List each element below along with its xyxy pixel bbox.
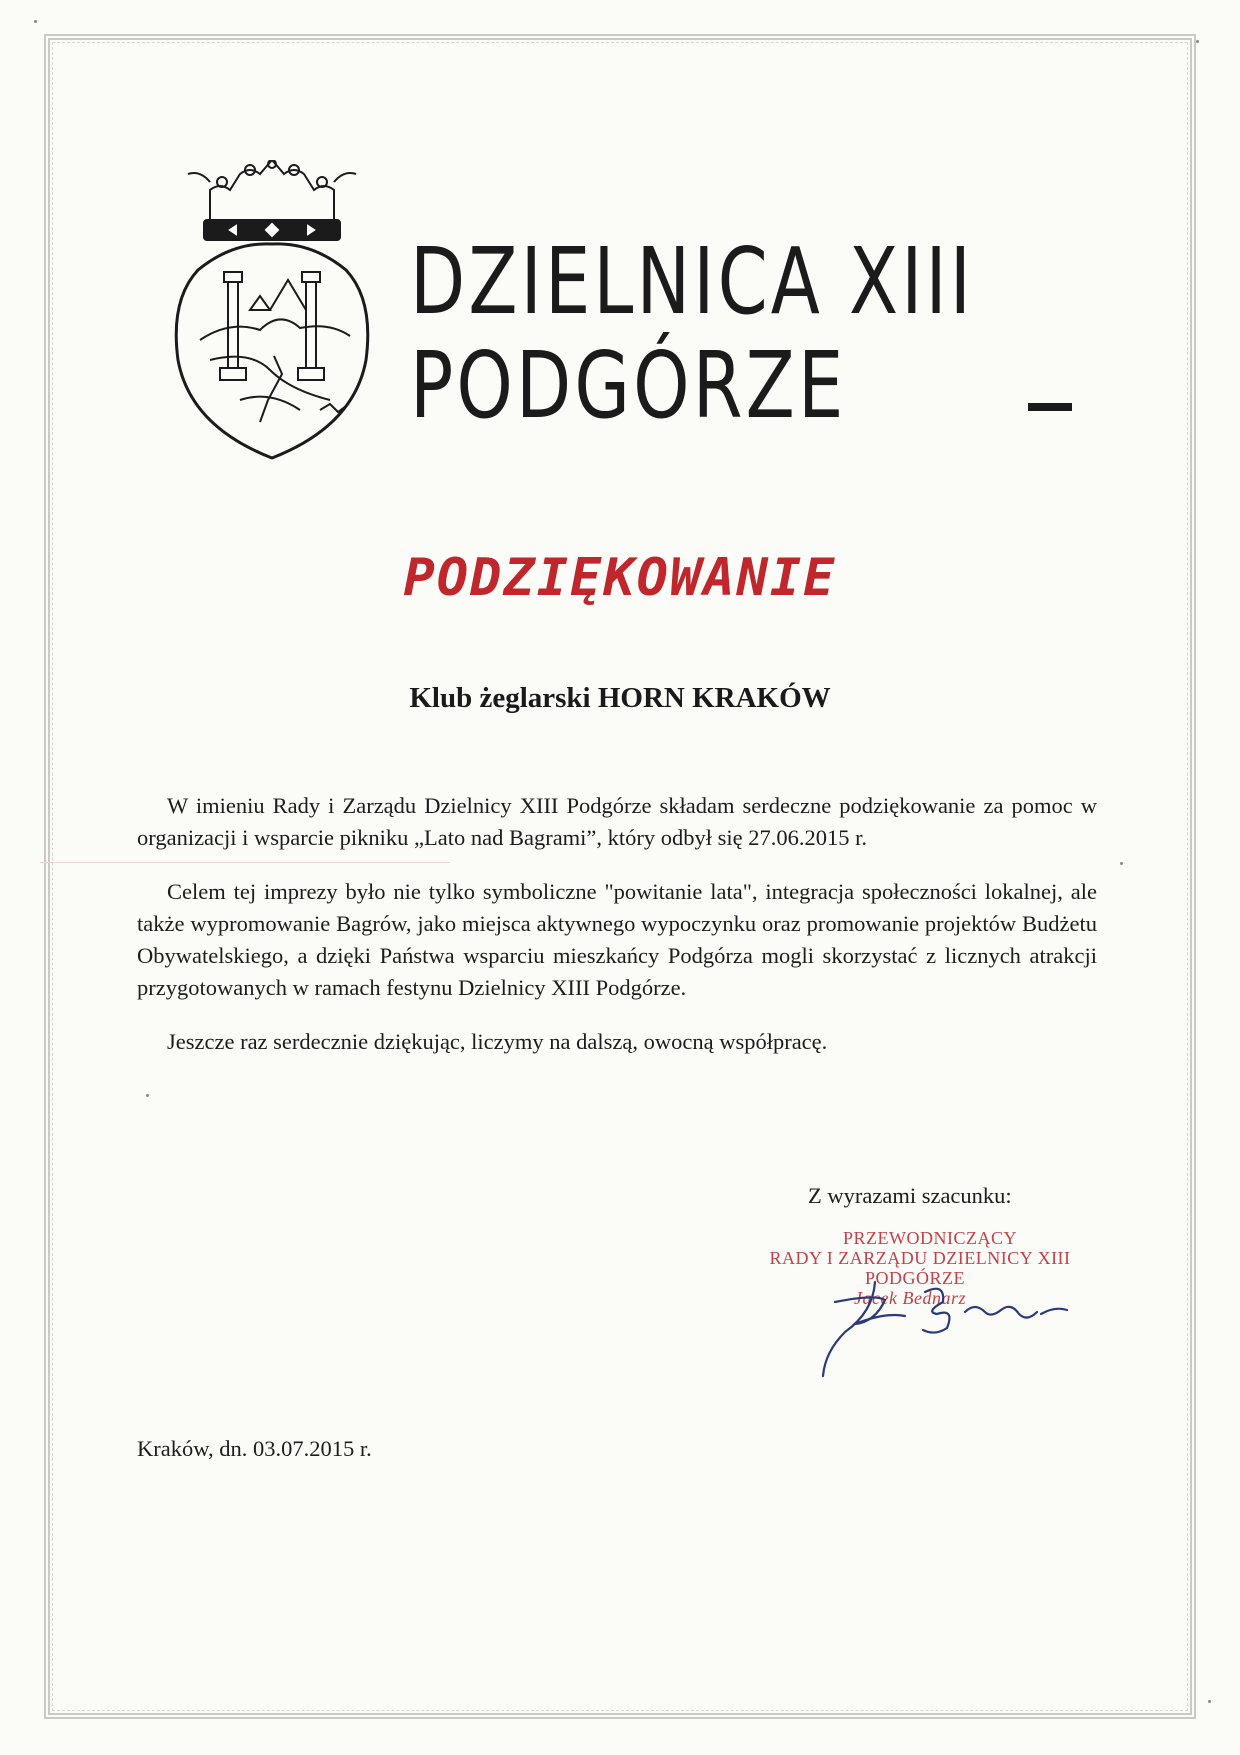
paragraph-2: Celem tej imprezy było nie tylko symboliczne "powitanie lata", integracja społeczności lokalnej, ale także wypromowanie Bagrów, jako miejsca aktywnego wypoczynku oraz promowanie projektów Budżetu Obywatelskiego, a dzięki Państwa wsparciu mieszkańcy Podgórza mogli skorzystać z licznych atrakcji przygotowanych w ramach festynu Dzielnicy XIII Podgórze. xyxy=(137,879,1097,1000)
scan-speck xyxy=(34,20,37,23)
closing-phrase: Z wyrazami szacunku: xyxy=(808,1183,1012,1208)
recipient-name: Klub żeglarski HORN KRAKÓW xyxy=(409,682,831,714)
scan-speck xyxy=(1208,1700,1211,1703)
stamp-line-1: PRZEWODNICZĄCY xyxy=(843,1228,1017,1248)
paragraph-1: W imieniu Rady i Zarządu Dzielnicy XIII Podgórze składam serdeczne podziękowanie za pomoc w organizacji i wsparcie pikniku „Lato nad Bagrami”, który odbył się 27.06.2015 r. xyxy=(137,793,1097,850)
document-date: Kraków, dn. 03.07.2015 r. xyxy=(137,1436,372,1461)
letter-body xyxy=(137,790,1097,1080)
stamp-line-3: PODGÓRZE xyxy=(864,1268,965,1288)
document-title: PODZIĘKOWANIE xyxy=(403,548,837,608)
handwritten-signature-icon xyxy=(815,1272,1075,1382)
stamp-line-2: RADY I ZARZĄDU DZIELNICY XIII xyxy=(769,1248,1071,1268)
scan-speck xyxy=(1196,40,1199,43)
scan-speck xyxy=(1120,862,1123,865)
brand-dash xyxy=(1028,403,1072,411)
coat-of-arms-icon xyxy=(170,160,375,460)
brand-line-1: DZIELNICA XIII xyxy=(410,228,975,335)
scan-speck xyxy=(146,1094,149,1097)
brand-wordmark xyxy=(410,228,1133,439)
paragraph-3: Jeszcze raz serdecznie dziękując, liczymy na dalszą, owocną współpracę. xyxy=(167,1029,828,1054)
stamp-line-4: Jacek Bednarz xyxy=(854,1288,966,1308)
brand-line-2: PODGÓRZE xyxy=(410,332,847,439)
